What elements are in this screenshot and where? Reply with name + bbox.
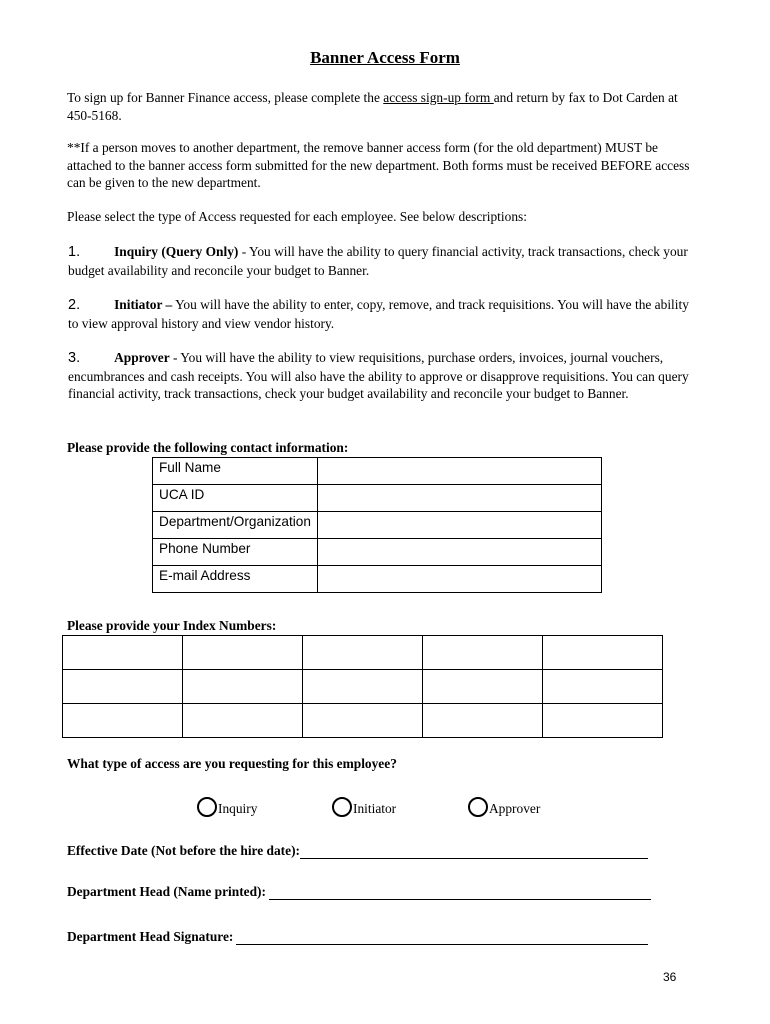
full-name-field[interactable] [318,458,602,485]
contact-heading: Please provide the following contact information: [67,440,349,455]
access-type-name: Initiator – [114,297,173,312]
access-type-description: - You will have the ability to view requisitions, purchase orders, invoices, journal vouchers, encumbrances and cash receipts. You will also have the ability to approve or disapprove requisitions. You can query financial activity, track transactions, check your budget availability and reconcile your budget to Banner. [68,350,689,401]
table-row [63,670,663,704]
dept-head-name-line[interactable] [269,885,651,900]
radio-circle-icon[interactable] [468,797,488,817]
contact-field-label: E-mail Address [153,566,318,593]
table-row [153,485,602,512]
access-sign-up-form-link[interactable]: access sign-up form [383,90,494,105]
dept-head-signature-label: Department Head Signature: [67,929,234,944]
index-number-cell[interactable] [63,670,183,704]
index-number-cell[interactable] [423,670,543,704]
access-question: What type of access are you requesting for this employee? [67,756,397,771]
dept-head-name-row [67,884,651,900]
contact-field-label: Full Name [153,458,318,485]
approver-option-label: Approver [489,801,541,816]
access-type-number: 2. [68,297,81,313]
department-organization-field[interactable] [318,512,602,539]
uca-id-field[interactable] [318,485,602,512]
contact-field-label: Phone Number [153,539,318,566]
index-number-cell[interactable] [303,636,423,670]
contact-field-label: Department/Organization [153,512,318,539]
phone-number-field[interactable] [318,539,602,566]
index-number-cell[interactable] [183,670,303,704]
effective-date-label: Effective Date (Not before the hire date): [67,843,301,858]
initiator-option-label: Initiator [353,801,397,816]
initiator-option[interactable] [332,797,396,817]
access-type-3 [68,349,698,403]
approver-option[interactable] [468,797,540,817]
access-type-name: Inquiry (Query Only) [114,244,239,259]
access-type-description: You will have the ability to enter, copy, remove, and track requisitions. You will have the ability to view approval history and view vendor history. [68,297,689,331]
department-move-note: **If a person moves to another department, the remove banner access form (for the old department) MUST be attached to the banner access form submitted for the new department. Both forms must be received BEFORE access can be given to the new department. [67,140,690,190]
access-type-2 [68,296,698,332]
table-row [153,566,602,593]
index-number-cell[interactable] [303,670,423,704]
table-row [153,458,602,485]
table-row [153,512,602,539]
index-numbers-table [62,635,663,738]
access-type-description: - You will have the ability to query financial activity, track transactions, check your budget availability and reconcile your budget to Banner. [68,244,688,278]
table-row [63,636,663,670]
intro-text: To sign up for Banner Finance access, please complete the [67,90,384,105]
dept-head-signature-line[interactable] [236,930,648,945]
index-number-cell[interactable] [183,704,303,738]
access-type-name: Approver [114,350,170,365]
inquiry-option-label: Inquiry [218,801,258,816]
email-address-field[interactable] [318,566,602,593]
select-access-prompt: Please select the type of Access requested for each employee. See below descriptions: [67,209,527,224]
index-number-cell[interactable] [543,636,663,670]
inquiry-option[interactable] [197,797,257,817]
contact-info-table [152,457,602,593]
contact-field-label: UCA ID [153,485,318,512]
index-number-cell[interactable] [63,636,183,670]
radio-circle-icon[interactable] [197,797,217,817]
index-number-cell[interactable] [543,670,663,704]
access-type-number: 3. [68,350,81,366]
form-title: Banner Access Form [310,48,460,67]
intro-paragraph [67,89,697,124]
index-number-cell[interactable] [303,704,423,738]
radio-circle-icon[interactable] [332,797,352,817]
access-type-1 [68,243,698,279]
dept-head-signature-row [67,929,648,945]
index-numbers-heading: Please provide your Index Numbers: [67,618,277,633]
effective-date-row [67,843,648,859]
intro-text-end: and return by fax to Dot Carden at 450-5168. [67,90,678,123]
index-number-cell[interactable] [63,704,183,738]
index-number-cell[interactable] [423,704,543,738]
page-number: 36 [663,970,677,984]
table-row [63,704,663,738]
effective-date-line[interactable] [300,844,648,859]
table-row [153,539,602,566]
access-type-number: 1. [68,244,81,260]
dept-head-name-label: Department Head (Name printed): [67,884,266,899]
index-number-cell[interactable] [543,704,663,738]
index-number-cell[interactable] [423,636,543,670]
index-number-cell[interactable] [183,636,303,670]
